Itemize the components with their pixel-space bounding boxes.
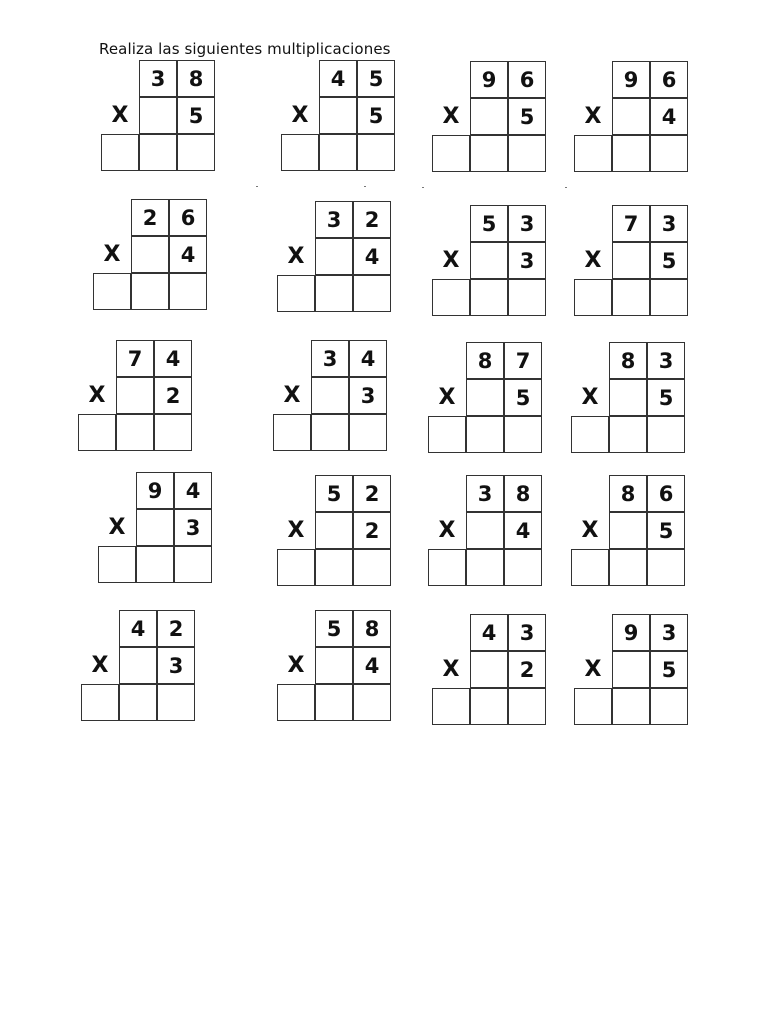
answer-box-tens[interactable] [466, 416, 504, 453]
multiplier-digit: 2 [154, 377, 192, 414]
answer-box-tens[interactable] [139, 134, 177, 171]
blank-cell [136, 509, 174, 546]
multiplicand-tens-digit: 3 [311, 340, 349, 377]
answer-box-units[interactable] [177, 134, 215, 171]
multiply-sign: X [111, 103, 129, 128]
answer-box-hundreds[interactable] [277, 275, 315, 312]
multiplier-digit: 5 [647, 512, 685, 549]
multiplicand-tens-digit: 7 [116, 340, 154, 377]
answer-box-tens[interactable] [612, 279, 650, 316]
answer-box-hundreds[interactable] [98, 546, 136, 583]
multiplicand-units-digit: 6 [650, 61, 688, 98]
multiply-sign: X [438, 518, 456, 543]
multiplicand-units-digit: 2 [353, 475, 391, 512]
answer-box-hundreds[interactable] [574, 688, 612, 725]
multiplicand-units-digit: 4 [154, 340, 192, 377]
multiplier-digit: 5 [357, 97, 395, 134]
answer-box-tens[interactable] [609, 416, 647, 453]
multiplicand-units-digit: 3 [508, 614, 546, 651]
multiplicand-tens-digit: 5 [315, 610, 353, 647]
multiplicand-units-digit: 8 [504, 475, 542, 512]
multiplicand-tens-digit: 3 [315, 201, 353, 238]
answer-box-hundreds[interactable] [432, 688, 470, 725]
multiplication-problem [98, 472, 214, 584]
answer-box-units[interactable] [650, 135, 688, 172]
print-speck [565, 187, 567, 188]
multiplication-problem [574, 614, 690, 726]
multiply-sign: X [291, 103, 309, 128]
answer-box-hundreds[interactable] [432, 135, 470, 172]
answer-box-hundreds[interactable] [574, 135, 612, 172]
multiplier-digit: 5 [508, 98, 546, 135]
answer-box-hundreds[interactable] [93, 273, 131, 310]
answer-box-units[interactable] [508, 279, 546, 316]
answer-box-tens[interactable] [315, 684, 353, 721]
answer-box-units[interactable] [647, 416, 685, 453]
answer-box-units[interactable] [353, 275, 391, 312]
multiplication-problem [81, 610, 197, 722]
multiply-sign: X [581, 518, 599, 543]
multiplicand-tens-digit: 5 [470, 205, 508, 242]
blank-cell [612, 242, 650, 279]
answer-box-units[interactable] [174, 546, 212, 583]
multiply-sign: X [287, 518, 305, 543]
multiplicand-units-digit: 6 [169, 199, 207, 236]
multiplication-problem [277, 201, 393, 313]
answer-box-tens[interactable] [131, 273, 169, 310]
multiplicand-tens-digit: 9 [136, 472, 174, 509]
answer-box-units[interactable] [357, 134, 395, 171]
multiplication-problem [78, 340, 194, 452]
multiplier-digit: 3 [508, 242, 546, 279]
multiplication-problem [428, 342, 544, 454]
answer-box-hundreds[interactable] [81, 684, 119, 721]
answer-box-units[interactable] [169, 273, 207, 310]
answer-box-units[interactable] [650, 279, 688, 316]
answer-box-tens[interactable] [116, 414, 154, 451]
multiplication-problem [101, 60, 217, 172]
multiply-sign: X [584, 104, 602, 129]
multiplicand-tens-digit: 4 [119, 610, 157, 647]
answer-box-hundreds[interactable] [428, 549, 466, 586]
blank-cell [470, 242, 508, 279]
multiplicand-tens-digit: 3 [466, 475, 504, 512]
multiplicand-units-digit: 3 [650, 205, 688, 242]
answer-box-units[interactable] [504, 549, 542, 586]
multiply-sign: X [287, 244, 305, 269]
multiplicand-units-digit: 4 [349, 340, 387, 377]
print-speck [256, 186, 258, 187]
multiply-sign: X [287, 653, 305, 678]
answer-box-units[interactable] [508, 688, 546, 725]
answer-box-tens[interactable] [119, 684, 157, 721]
multiply-sign: X [442, 248, 460, 273]
answer-box-units[interactable] [353, 549, 391, 586]
blank-cell [119, 647, 157, 684]
multiply-sign: X [108, 515, 126, 540]
multiplier-digit: 4 [504, 512, 542, 549]
blank-cell [315, 512, 353, 549]
multiply-sign: X [584, 657, 602, 682]
multiplication-problem [428, 475, 544, 587]
multiply-sign: X [283, 383, 301, 408]
multiply-sign: X [438, 385, 456, 410]
multiplicand-tens-digit: 8 [466, 342, 504, 379]
blank-cell [311, 377, 349, 414]
answer-box-hundreds[interactable] [571, 549, 609, 586]
multiplicand-units-digit: 2 [353, 201, 391, 238]
multiply-sign: X [91, 653, 109, 678]
answer-box-hundreds[interactable] [432, 279, 470, 316]
multiply-sign: X [584, 248, 602, 273]
answer-box-hundreds[interactable] [78, 414, 116, 451]
answer-box-tens[interactable] [315, 275, 353, 312]
answer-box-tens[interactable] [466, 549, 504, 586]
multiplicand-tens-digit: 9 [612, 61, 650, 98]
print-speck [364, 186, 366, 187]
multiplier-digit: 3 [174, 509, 212, 546]
answer-box-hundreds[interactable] [574, 279, 612, 316]
multiplicand-units-digit: 6 [647, 475, 685, 512]
multiplicand-units-digit: 3 [647, 342, 685, 379]
multiplication-problem [574, 61, 690, 173]
multiplication-problem [93, 199, 209, 311]
answer-box-units[interactable] [157, 684, 195, 721]
multiplier-digit: 4 [353, 647, 391, 684]
blank-cell [612, 651, 650, 688]
multiplicand-tens-digit: 4 [319, 60, 357, 97]
multiplicand-units-digit: 3 [508, 205, 546, 242]
answer-box-units[interactable] [353, 684, 391, 721]
multiplier-digit: 5 [504, 379, 542, 416]
blank-cell [131, 236, 169, 273]
multiplicand-tens-digit: 9 [470, 61, 508, 98]
multiplier-digit: 5 [650, 242, 688, 279]
multiplier-digit: 4 [353, 238, 391, 275]
multiplier-digit: 4 [650, 98, 688, 135]
multiplier-digit: 4 [169, 236, 207, 273]
multiplicand-tens-digit: 8 [609, 342, 647, 379]
multiplicand-tens-digit: 8 [609, 475, 647, 512]
answer-box-hundreds[interactable] [277, 549, 315, 586]
multiplication-problem [432, 614, 548, 726]
multiplicand-units-digit: 7 [504, 342, 542, 379]
answer-box-tens[interactable] [470, 279, 508, 316]
blank-cell [612, 98, 650, 135]
multiplier-digit: 5 [647, 379, 685, 416]
answer-box-hundreds[interactable] [281, 134, 319, 171]
multiplicand-tens-digit: 3 [139, 60, 177, 97]
multiplication-problem [571, 475, 687, 587]
answer-box-tens[interactable] [311, 414, 349, 451]
answer-box-units[interactable] [504, 416, 542, 453]
multiply-sign: X [88, 383, 106, 408]
blank-cell [139, 97, 177, 134]
multiplication-problem [432, 205, 548, 317]
answer-box-tens[interactable] [136, 546, 174, 583]
multiplication-problem [273, 340, 389, 452]
worksheet-title: Realiza las siguientes multiplicaciones [99, 40, 391, 58]
blank-cell [609, 379, 647, 416]
answer-box-tens[interactable] [315, 549, 353, 586]
multiplication-problem [277, 610, 393, 722]
answer-box-units[interactable] [154, 414, 192, 451]
multiplicand-units-digit: 2 [157, 610, 195, 647]
multiplier-digit: 5 [650, 651, 688, 688]
answer-box-hundreds[interactable] [273, 414, 311, 451]
answer-box-tens[interactable] [609, 549, 647, 586]
answer-box-hundreds[interactable] [571, 416, 609, 453]
answer-box-hundreds[interactable] [428, 416, 466, 453]
answer-box-hundreds[interactable] [277, 684, 315, 721]
multiplier-digit: 3 [349, 377, 387, 414]
multiply-sign: X [442, 104, 460, 129]
multiplicand-units-digit: 3 [650, 614, 688, 651]
multiplicand-tens-digit: 5 [315, 475, 353, 512]
multiplication-problem [571, 342, 687, 454]
multiplicand-tens-digit: 2 [131, 199, 169, 236]
answer-box-units[interactable] [647, 549, 685, 586]
multiply-sign: X [581, 385, 599, 410]
print-speck [422, 187, 424, 188]
multiplicand-tens-digit: 7 [612, 205, 650, 242]
answer-box-tens[interactable] [470, 688, 508, 725]
blank-cell [319, 97, 357, 134]
answer-box-tens[interactable] [319, 134, 357, 171]
answer-box-hundreds[interactable] [101, 134, 139, 171]
answer-box-units[interactable] [349, 414, 387, 451]
blank-cell [315, 647, 353, 684]
multiplier-digit: 3 [157, 647, 195, 684]
multiplicand-units-digit: 6 [508, 61, 546, 98]
multiplier-digit: 2 [353, 512, 391, 549]
multiplication-problem [432, 61, 548, 173]
blank-cell [315, 238, 353, 275]
multiplicand-units-digit: 4 [174, 472, 212, 509]
multiplication-problem [277, 475, 393, 587]
blank-cell [466, 512, 504, 549]
multiplicand-units-digit: 5 [357, 60, 395, 97]
multiply-sign: X [103, 242, 121, 267]
multiplier-digit: 2 [508, 651, 546, 688]
multiplier-digit: 5 [177, 97, 215, 134]
multiplicand-tens-digit: 4 [470, 614, 508, 651]
answer-box-tens[interactable] [470, 135, 508, 172]
multiply-sign: X [442, 657, 460, 682]
multiplication-problem [281, 60, 397, 172]
multiplicand-units-digit: 8 [177, 60, 215, 97]
answer-box-tens[interactable] [612, 135, 650, 172]
answer-box-tens[interactable] [612, 688, 650, 725]
blank-cell [609, 512, 647, 549]
blank-cell [470, 98, 508, 135]
blank-cell [116, 377, 154, 414]
multiplicand-tens-digit: 9 [612, 614, 650, 651]
multiplicand-units-digit: 8 [353, 610, 391, 647]
blank-cell [466, 379, 504, 416]
answer-box-units[interactable] [650, 688, 688, 725]
blank-cell [470, 651, 508, 688]
answer-box-units[interactable] [508, 135, 546, 172]
multiplication-problem [574, 205, 690, 317]
